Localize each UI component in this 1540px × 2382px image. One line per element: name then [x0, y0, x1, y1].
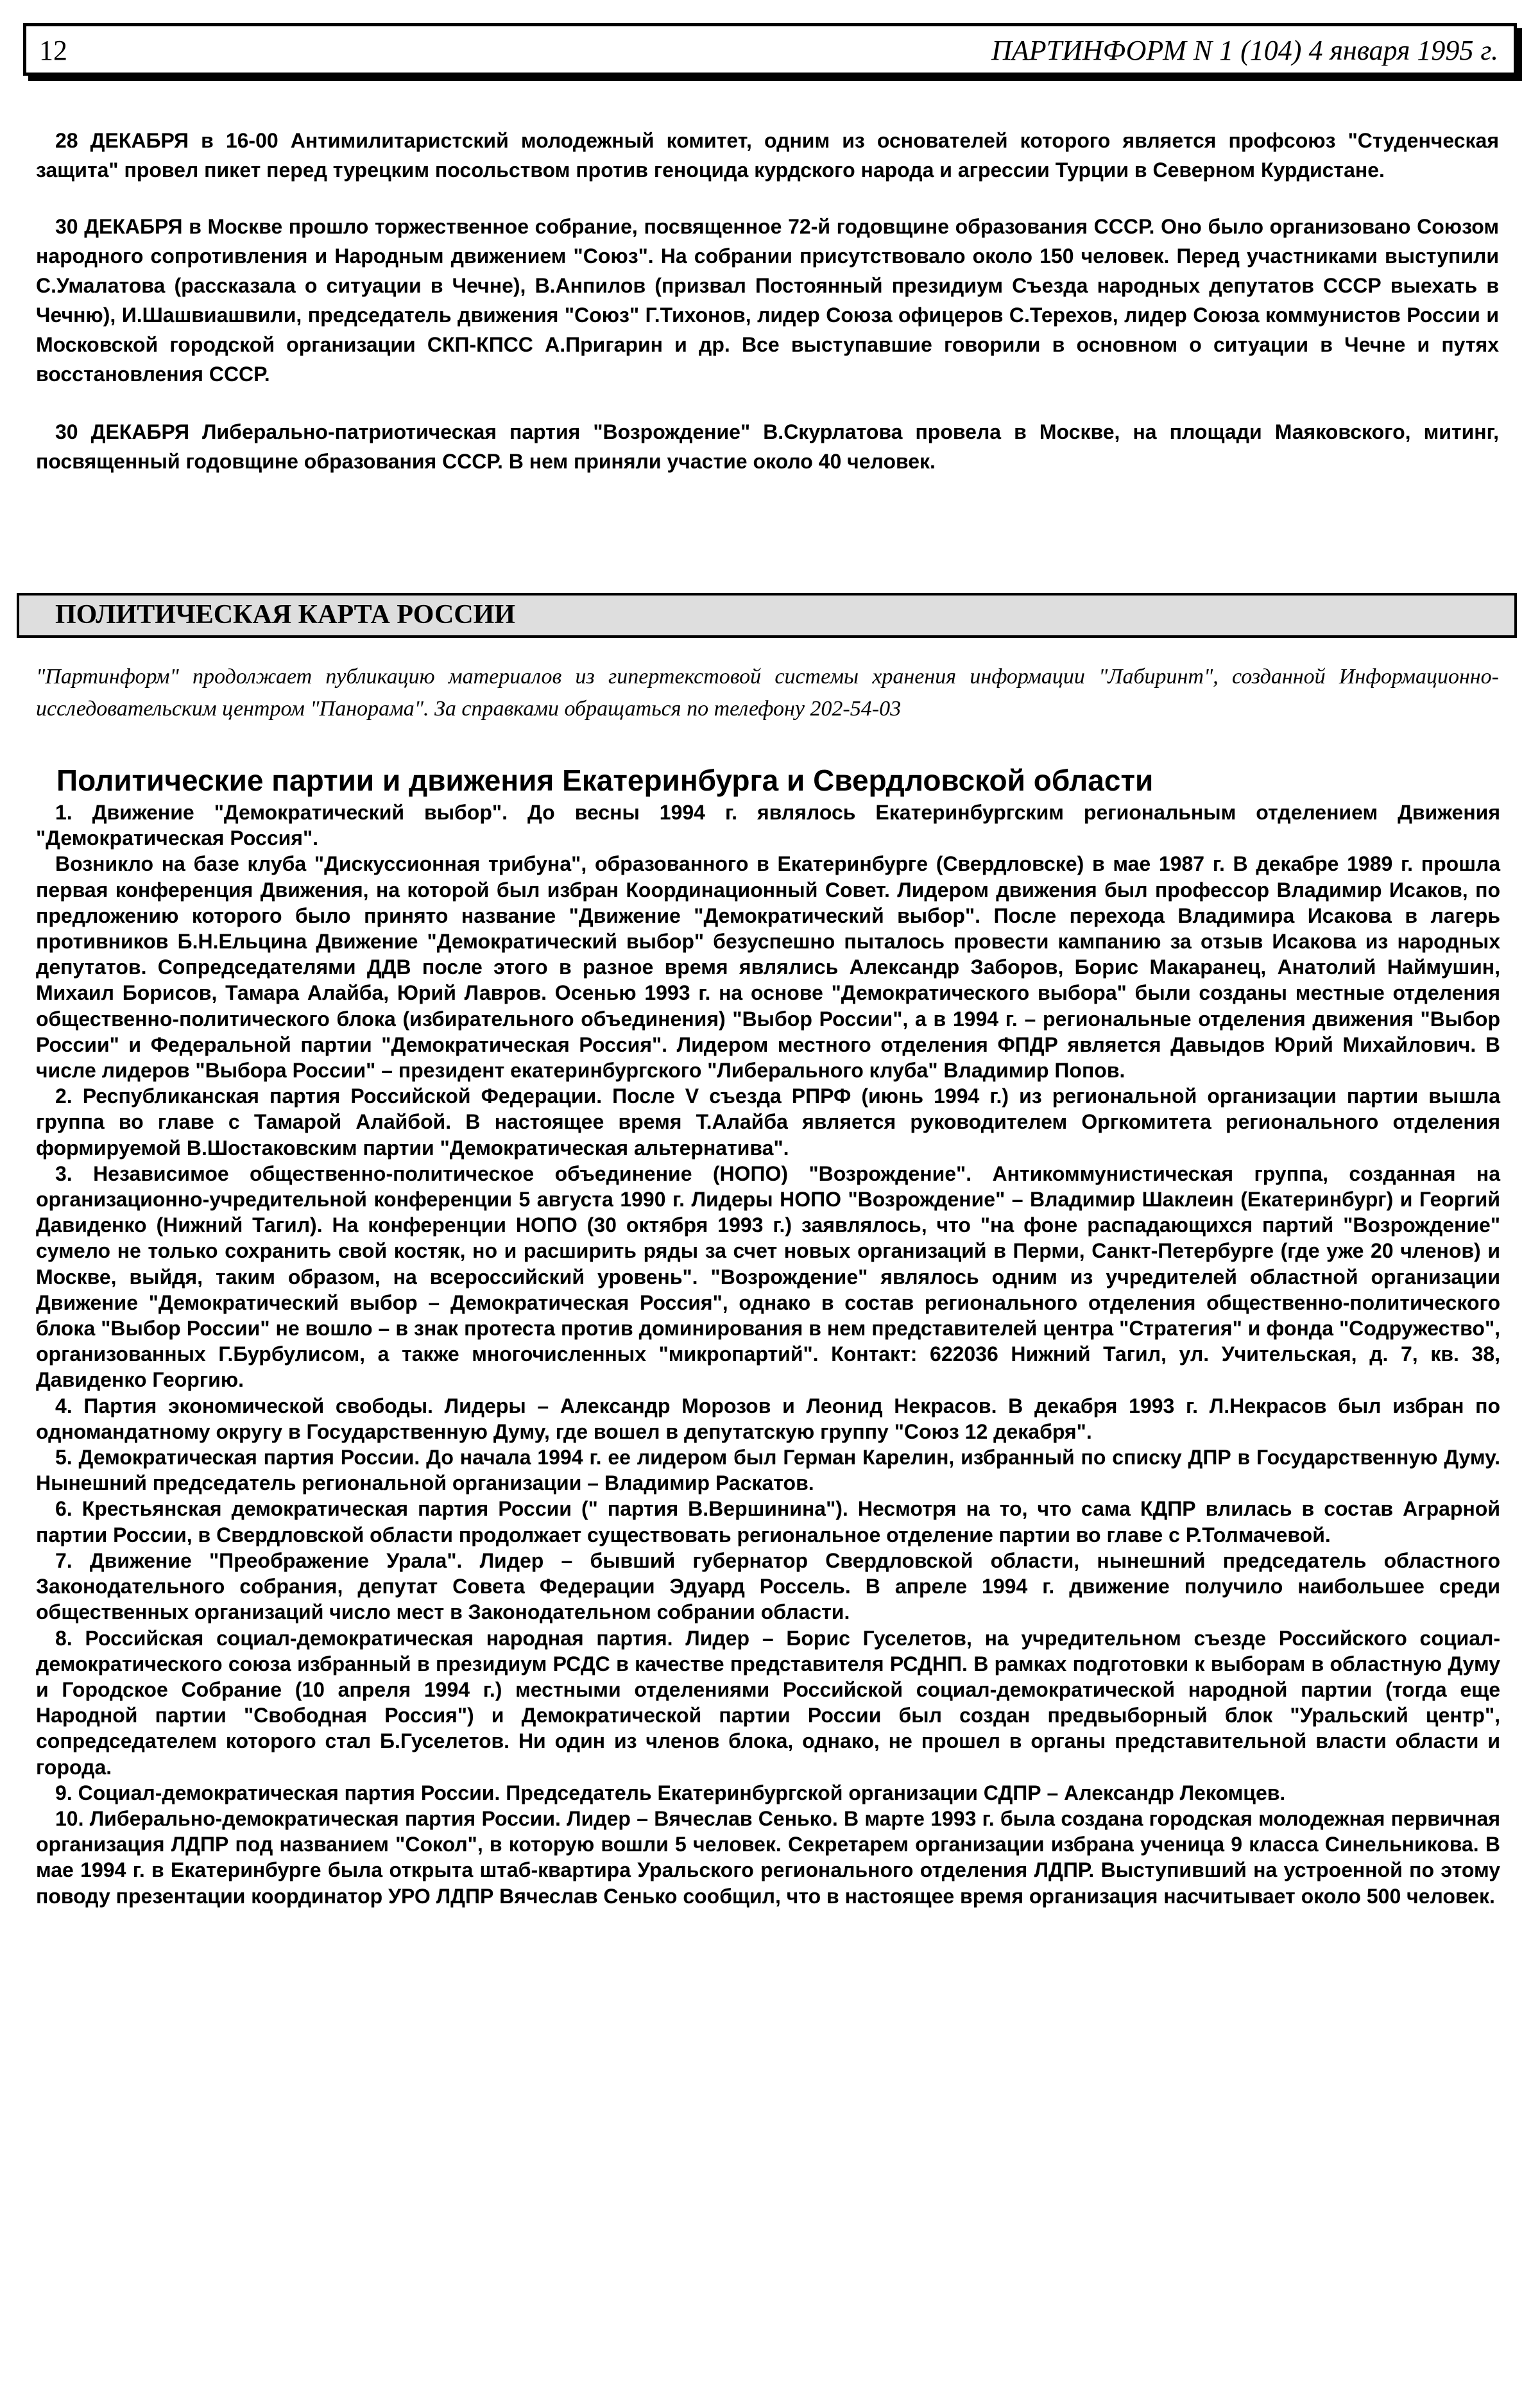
section-intro: "Партинформ" продолжает публикацию материалов из гипертекстовой системы хранения информации "Лабиринт", созданной Информационно-исследовательским центром "Панорама". За справками обращаться по телефону 202-54-03 [36, 665, 1499, 721]
article-paragraph: 1. Движение "Демократический выбор". До весны 1994 г. являлось Екатеринбургским региональным отделением Движения "Демократическая Россия". [36, 801, 1500, 850]
article-paragraph: 8. Российская социал-демократическая народная партия. Лидер – Борис Гуселетов, на учредительном съезде Российского социал-демократического союза избранный в президиум РСДС в качестве представителя РСДНП. В рамках подготовки к выборам в областную Думу и Городское Собрание (10 апреля 1994 г.) местными отделениями Российской социал-демократической народной партии (тогда еще Народной партии "Свободная Россия") и Демократической партии России был создан предвыборный блок "Уральский центр", сопредседателем которого стал Б.Гуселетов. Ни один из членов блока, однако, не прошел в органы представительной власти области и города. [36, 1626, 1500, 1779]
section-title: ПОЛИТИЧЕСКАЯ КАРТА РОССИИ [55, 600, 515, 630]
news-chronicle [36, 126, 1499, 476]
news-item: 30 ДЕКАБРЯ в Москве прошло торжественное собрание, посвященное 72-й годовщине образования СССР. Оно было организовано Союзом народного сопротивления и Народным движением "Союз". На собрании присутствовало около 150 человек. Перед участниками выступили С.Умалатова (рассказала о ситуации в Чечне), В.Анпилов (призвал Постоянный президиум Съезда народных депутатов СССР выехать в Чечню), И.Шашвиашвили, председатель движения "Союз" Г.Тихонов, лидер Союза офицеров С.Терехов, лидер Союза коммунистов России и Московской городской организации СКП-КПСС А.Пригарин и др. Все выступавшие говорили в основном о ситуации в Чечне и путях восстановления СССР. [36, 215, 1499, 386]
article-paragraph: 2. Республиканская партия Российской Федерации. После V съезда РПРФ (июнь 1994 г.) из региональной организации партии вышла группа во главе с Тамарой Алайбой. В настоящее время Т.Алайба является руководителем Оргкомитета регионального отделения формируемой В.Шостаковским партии "Демократическая альтернатива". [36, 1084, 1500, 1160]
article-paragraph: 4. Партия экономической свободы. Лидеры – Александр Морозов и Леонид Некрасов. В декабря 1993 г. Л.Некрасов был избран по одномандатному округу в Государственную Думу, где вошел в депутатскую группу "Союз 12 декабря". [36, 1394, 1500, 1443]
section-header [17, 593, 1517, 638]
article-paragraph: 10. Либерально-демократическая партия России. Лидер – Вячеслав Сенько. В марте 1993 г. была создана городская молодежная первичная организация ЛДПР под названием "Сокол", в которую вошли 5 человек. Секретарем организации избрана ученица 9 класса Синельникова. В мае 1994 г. в Екатеринбурге была открыта штаб-квартира Уральского регионального отделения ЛДПР. Выступивший на устроенной по этому поводу презентации координатор УРО ЛДПР Вячеслав Сенько сообщил, что в настоящее время организация насчитывает около 500 человек. [36, 1806, 1500, 1908]
news-item: 30 ДЕКАБРЯ Либерально-патриотическая партия "Возрождение" В.Скурлатова провела в Москве, на площади Маяковского, митинг, посвященный годовщине образования СССР. В нем приняли участие около 40 человек. [36, 420, 1499, 473]
article-paragraph: 7. Движение "Преображение Урала". Лидер – бывший губернатор Свердловской области, нынешний председатель областного Законодательного собрания, депутат Совета Федерации Эдуард Россель. В апреле 1994 г. движение получило наибольшее среди общественных организаций число мест в Законодательном собрании области. [36, 1548, 1500, 1624]
article-paragraph: 3. Независимое общественно-политическое объединение (НОПО) "Возрождение". Антикоммунистическая группа, созданная на организационно-учредительной конференции 5 августа 1990 г. Лидеры НОПО "Возрождение" – Владимир Шаклеин (Екатеринбург) и Георгий Давиденко (Нижний Тагил). На конференции НОПО (30 октября 1993 г.) заявлялось, что "на фоне распадающихся партий "Возрождение" сумело не только сохранить свой костяк, но и расширить ряды за счет новых организаций в Перми, Санкт-Петербурге (где уже 20 членов) и Москве, выйдя, таким образом, на всероссийский уровень". "Возрождение" являлось одним из учредителей областной организации Движение "Демократический выбор – Демократическая Россия", однако в состав регионального отделения общественно-политического блока "Выбор России" не вошло – в знак протеста против доминирования в нем представителей центра "Стратегия" и фонда "Содружество", организованных Г.Бурбулисом, а также многочисленных "микропартий". Контакт: 622036 Нижний Тагил, ул. Учительская, д. 7, кв. 38, Давиденко Георгию. [36, 1161, 1500, 1392]
article-paragraph: Возникло на базе клуба "Дискуссионная трибуна", образованного в Екатеринбурге (Свердловске) в мае 1987 г. В декабре 1989 г. прошла первая конференция Движения, на которой был избран Координационный Совет. Лидером движения был профессор Владимир Исаков, по предложению которого было принято название "Движение "Демократический выбор". После перехода Владимира Исакова в лагерь противников Б.Н.Ельцина Движение "Демократический выбор" безуспешно пыталось провести кампанию за отзыв Исакова из народных депутатов. Сопредседателями ДДВ после этого в разное время являлись Александр Заборов, Борис Макаранец, Анатолий Наймушин, Михаил Борисов, Тамара Алайба, Юрий Лавров. Осенью 1993 г. на основе "Демократического выбора" были созданы местные отделения общественно-политического блока (избирательного объединения) "Выбор России", а в 1994 г. – региональные отделения движения "Выбор России" и Федеральной партии "Демократическая Россия". Лидером местного отделения ФПДР является Давыдов Юрий Михайлович. В числе лидеров "Выбора России" – президент екатеринбургского "Либерального клуба" Владимир Попов. [36, 852, 1500, 1083]
page-number: 12 [39, 35, 67, 66]
article-body [36, 800, 1500, 1909]
issue-title: ПАРТИНФОРМ N 1 (104) 4 января 1995 г. [991, 35, 1498, 66]
article-paragraph: 6. Крестьянская демократическая партия России (" партия В.Вершинина"). Несмотря на то, что сама КДПР влилась в состав Аграрной партии России, в Свердловской области продолжает существовать региональное отделение партии во главе с Р.Толмачевой. [36, 1497, 1500, 1547]
article-paragraph: 9. Социал-демократическая партия России. Председатель Екатеринбургской организации СДПР – Александр Лекомцев. [55, 1781, 1286, 1804]
article-title: Политические партии и движения Екатеринбурга и Свердловской области [56, 764, 1154, 797]
article-paragraph: 5. Демократическая партия России. До начала 1994 г. ее лидером был Герман Карелин, избранный по списку ДПР в Государственную Думу. Нынешний председатель региональной организации – Владимир Раскатов. [36, 1446, 1500, 1495]
news-item: 28 ДЕКАБРЯ в 16-00 Антимилитаристский молодежный комитет, одним из основателей которого является профсоюз "Студенческая защита" провел пикет перед турецким посольством против геноцида курдского народа и агрессии Турции в Северном Курдистане. [36, 129, 1499, 182]
page-header [23, 23, 1517, 76]
